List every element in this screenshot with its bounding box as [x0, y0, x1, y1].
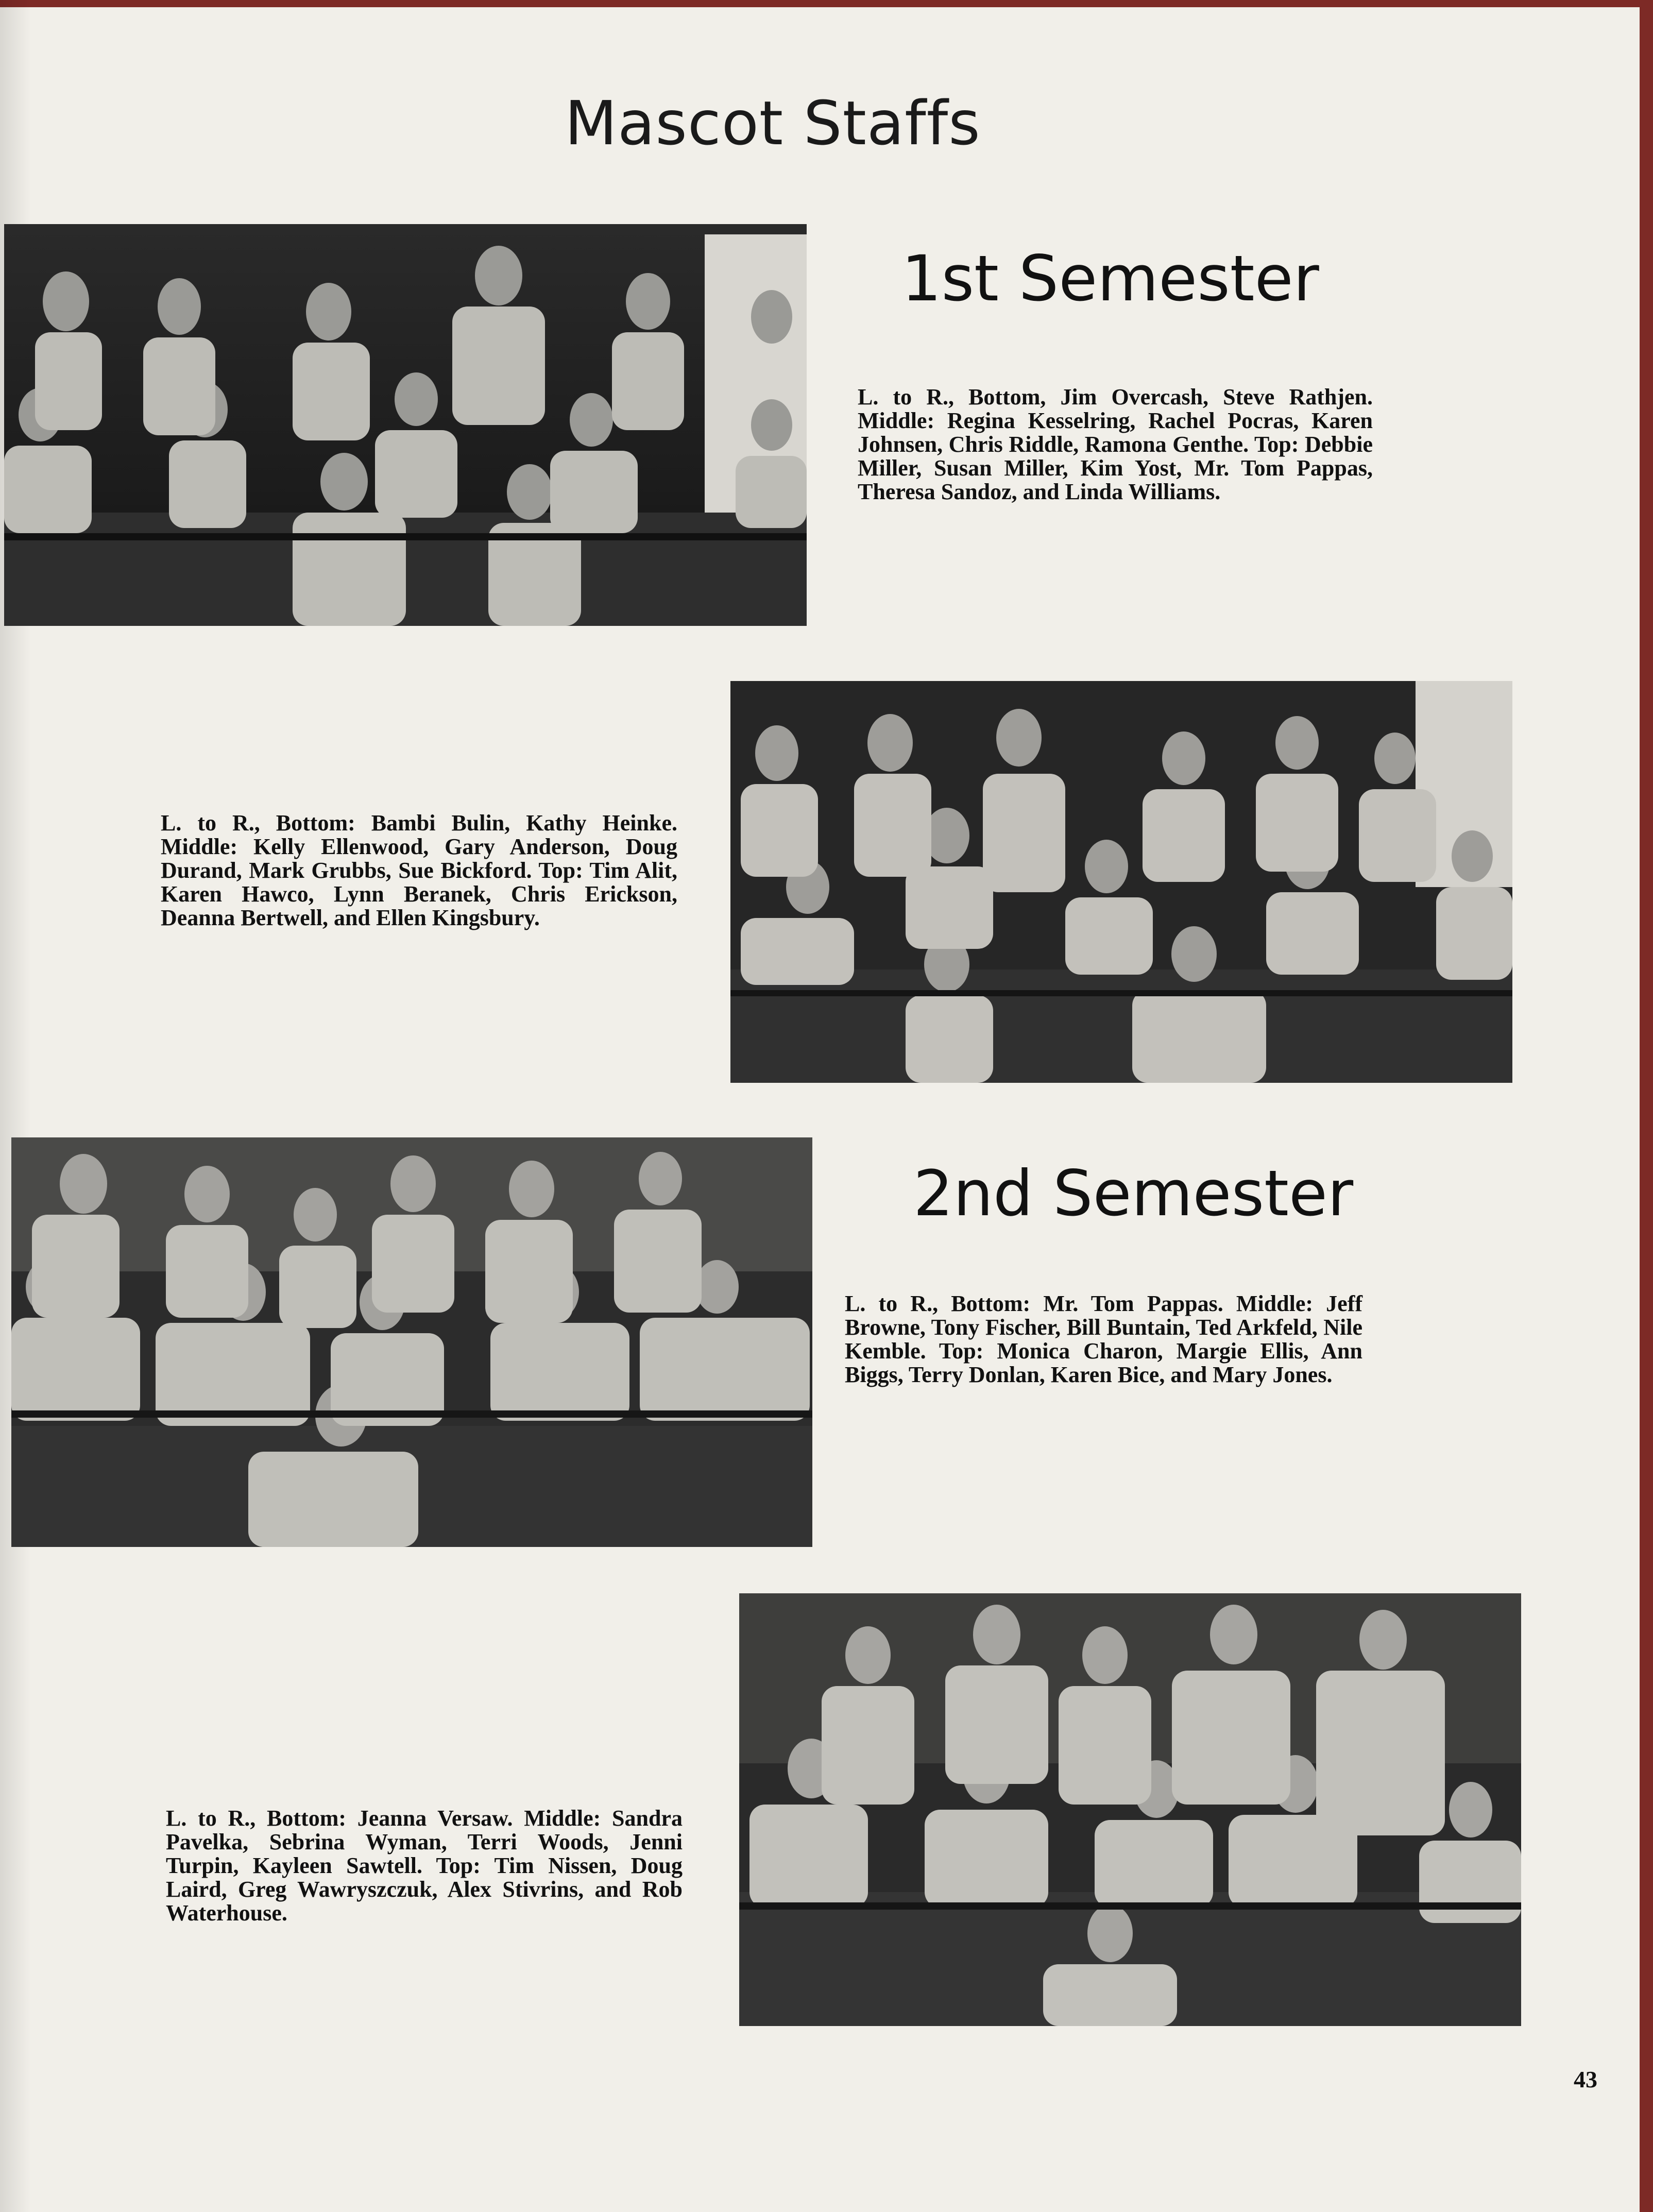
- page-number: 43: [1574, 2066, 1597, 2092]
- group-photo-1st-semester-b: [730, 681, 1512, 1083]
- caption-1st-semester-b: L. to R., Bottom: Bambi Bulin, Kathy Heinke. Middle: Kelly Ellenwood, Gary Anderson, Doug Durand, Mark Grubbs, Sue Bickford. Top: Tim Alit, Karen Hawco, Lynn Beranek, Chris Erickson, Deanna Bertwell, and Ellen Kingsbury.: [161, 810, 677, 930]
- group-photo-2nd-semester-b: [739, 1593, 1521, 2026]
- group-photo-1st-semester-a: [4, 224, 807, 626]
- page-title: Mascot Staffs: [565, 88, 981, 159]
- group-photo-2nd-semester-a: [11, 1137, 812, 1547]
- page-binding-top: [0, 0, 1653, 7]
- page-binding-right: [1640, 0, 1653, 2212]
- section-heading-2nd-semester: 2nd Semester: [913, 1157, 1354, 1230]
- caption-1st-semester-a: L. to R., Bottom, Jim Overcash, Steve Rathjen. Middle: Regina Kesselring, Rachel Pocras, Karen Johnsen, Chris Riddle, Ramona Genthe. Top: Debbie Miller, Susan Miller, Kim Yost, Mr. Tom Pappas, Theresa Sandoz, and Linda Williams.: [858, 384, 1373, 504]
- caption-2nd-semester-a: L. to R., Bottom: Mr. Tom Pappas. Middle: Jeff Browne, Tony Fischer, Bill Buntain, Ted Arkfeld, Nile Kemble. Top: Monica Charon, Margie Ellis, Ann Biggs, Terry Donlan, Karen Bice, and Mary Jones.: [845, 1291, 1362, 1387]
- section-heading-1st-semester: 1st Semester: [901, 242, 1319, 315]
- caption-2nd-semester-b: L. to R., Bottom: Jeanna Versaw. Middle: Sandra Pavelka, Sebrina Wyman, Terri Woods, Jenni Turpin, Kayleen Sawtell. Top: Tim Nissen, Doug Laird, Greg Wawryszczuk, Alex Stivrins, and Rob Waterhouse.: [166, 1806, 683, 1926]
